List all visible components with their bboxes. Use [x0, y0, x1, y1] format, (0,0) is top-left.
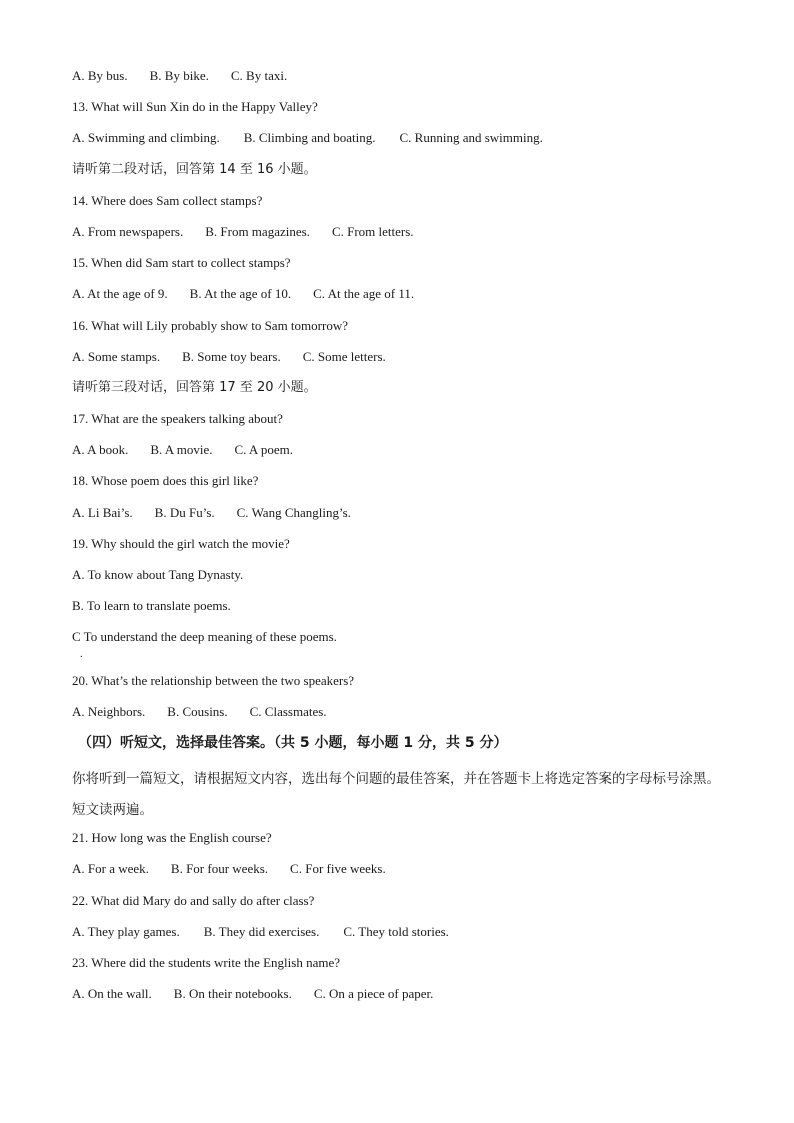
q20-option-c: C. Classmates. — [249, 703, 327, 719]
q22-option-b: B. They did exercises. — [203, 923, 320, 939]
q17-option-a: A. A book. — [72, 442, 129, 458]
instruction-dialogue-3: 请听第三段对话，回答第 17 至 20 小题。 — [72, 379, 317, 395]
q23-question: 23. Where did the students write the English name? — [72, 954, 340, 970]
q12-option-a: A. By bus. — [72, 68, 128, 83]
q22-question: 22. What did Mary do and sally do after class? — [72, 892, 315, 908]
q22-option-c: C. They told stories. — [343, 923, 449, 939]
q13-options — [72, 128, 732, 148]
q19-option-a: A. To know about Tang Dynasty. — [72, 567, 244, 582]
q19-option-c: C To understand the deep meaning of these poems. — [72, 629, 337, 645]
q17-option-c: C. A poem. — [234, 442, 293, 458]
q18-options — [72, 503, 732, 523]
q13-option-b: B. Climbing and boating. — [243, 130, 376, 146]
q14-option-b: B. From magazines. — [205, 223, 310, 239]
q20-question: 20. What’s the relationship between the two speakers? — [72, 672, 355, 688]
q15-option-c: C. At the age of 11. — [313, 286, 415, 302]
q12-options — [72, 66, 732, 86]
q13-question: 13. What will Sun Xin do in the Happy Valley? — [72, 99, 318, 115]
q16-option-c: C. Some letters. — [302, 348, 386, 364]
q13-option-c: C. Running and swimming. — [399, 130, 543, 146]
exam-page — [72, 66, 732, 1015]
q17-options — [72, 440, 732, 460]
q23-option-c: C. On a piece of paper. — [313, 986, 434, 1002]
q21-option-a: A. For a week. — [72, 861, 149, 877]
q23-option-b: B. On their notebooks. — [173, 986, 292, 1002]
q17-question: 17. What are the speakers talking about? — [72, 411, 283, 427]
q20-option-a: A. Neighbors. — [72, 703, 146, 719]
q20-options — [72, 702, 732, 722]
q21-option-b: B. For four weeks. — [170, 861, 269, 877]
q12-option-c: C. By taxi. — [230, 68, 288, 83]
q23-option-a: A. On the wall. — [72, 986, 152, 1002]
q14-question: 14. Where does Sam collect stamps? — [72, 192, 263, 208]
q18-question: 18. Whose poem does this girl like? — [72, 473, 259, 489]
q22-options — [72, 922, 732, 942]
q15-options — [72, 284, 732, 304]
q23-options — [72, 984, 732, 1004]
q14-option-c: C. From letters. — [331, 223, 414, 239]
q16-option-a: A. Some stamps. — [72, 348, 161, 364]
section-4-title: （四）听短文，选择最佳答案。（共 5 小题，每小题 1 分，共 5 分） — [78, 734, 508, 751]
q16-question: 16. What will Lily probably show to Sam tomorrow? — [72, 317, 348, 333]
q19-dot: . — [80, 647, 83, 660]
q14-option-a: A. From newspapers. — [72, 223, 184, 239]
q18-option-c: C. Wang Changling’s. — [236, 504, 351, 520]
q15-option-a: A. At the age of 9. — [72, 286, 168, 302]
q14-options — [72, 222, 732, 242]
q16-option-b: B. Some toy bears. — [182, 348, 281, 364]
q16-options — [72, 347, 732, 367]
q21-option-c: C. For five weeks. — [290, 861, 386, 877]
q19-question: 19. Why should the girl watch the movie? — [72, 535, 290, 551]
q18-option-a: A. Li Bai’s. — [72, 504, 133, 520]
q17-option-b: B. A movie. — [150, 442, 213, 458]
q12-option-b: B. By bike. — [149, 68, 209, 83]
q20-option-b: B. Cousins. — [167, 703, 228, 719]
q18-option-b: B. Du Fu’s. — [154, 504, 215, 520]
q15-question: 15. When did Sam start to collect stamps? — [72, 255, 291, 271]
q13-option-a: A. Swimming and climbing. — [72, 130, 220, 146]
q19-option-b: B. To learn to translate poems. — [72, 598, 231, 614]
q22-option-a: A. They play games. — [72, 923, 180, 939]
q21-options — [72, 859, 732, 879]
q21-question: 21. How long was the English course? — [72, 830, 272, 846]
section-4-instruction: 你将听到一篇短文，请根据短文内容，选出每个问题的最佳答案，并在答题卡上将选定答案的字母标号涂黑。短文读两遍。 — [72, 771, 720, 818]
q15-option-b: B. At the age of 10. — [189, 286, 292, 302]
instruction-dialogue-2: 请听第二段对话，回答第 14 至 16 小题。 — [72, 161, 317, 177]
